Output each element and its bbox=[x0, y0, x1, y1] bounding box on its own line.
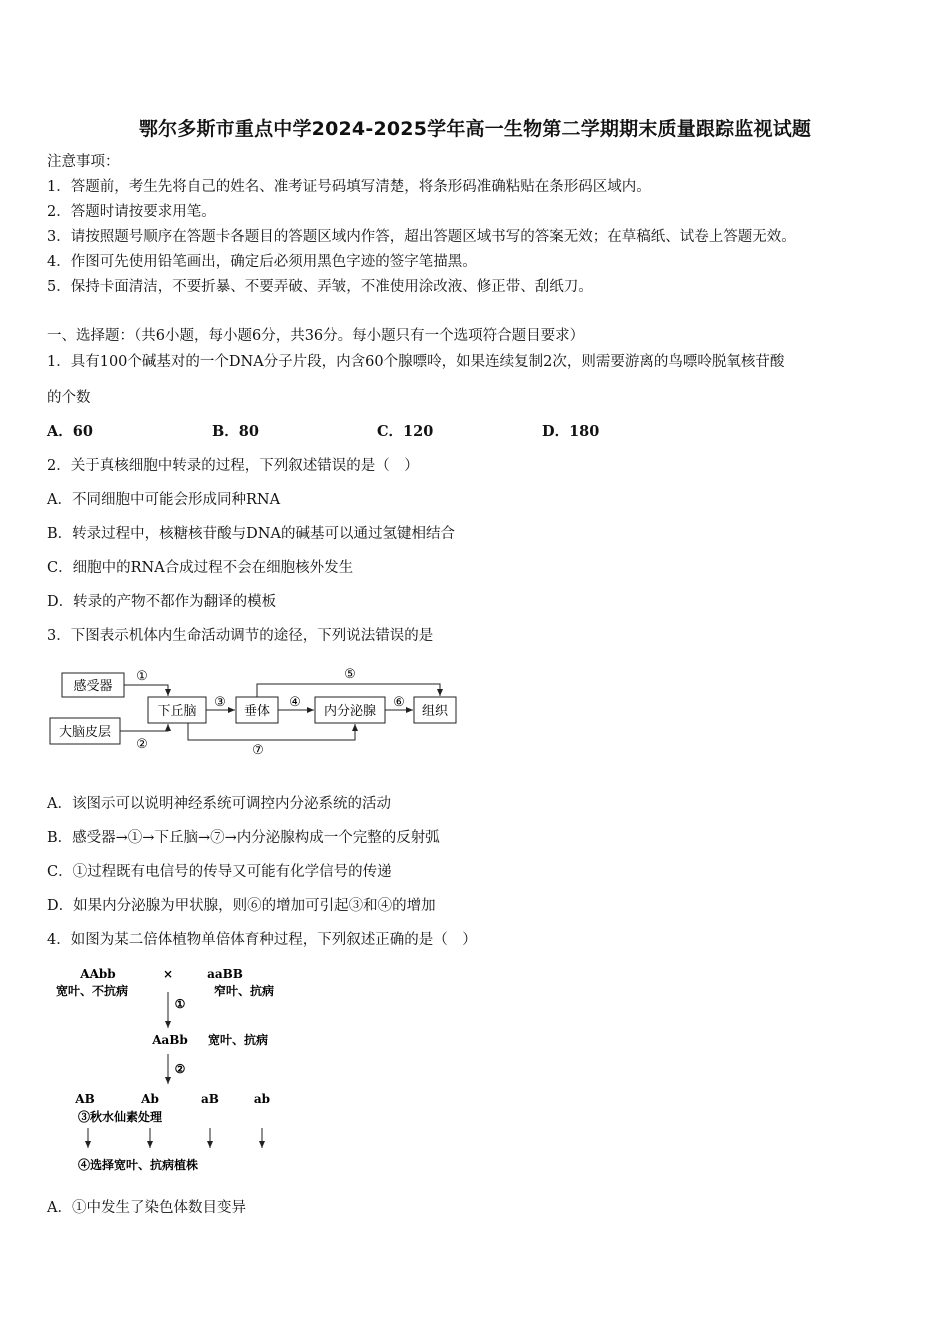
gamete-Ab: Ab bbox=[141, 1092, 159, 1106]
step-1-label: ① bbox=[174, 997, 186, 1011]
arrow-2 bbox=[120, 724, 168, 731]
label-5: ⑤ bbox=[344, 667, 356, 682]
q2-option-c[interactable]: C．细胞中的RNA合成过程不会在细胞核外发生 bbox=[47, 560, 354, 576]
box-hypothalamus-label: 下丘脑 bbox=[157, 704, 197, 719]
notice-item: 5．保持卡面清洁，不要折暴、不要弄破、弄皱，不准使用涂改液、修正带、刮纸刀。 bbox=[47, 279, 593, 295]
q2-option-d[interactable]: D．转录的产物不都作为翻译的模板 bbox=[47, 594, 277, 610]
box-pituitary bbox=[236, 697, 278, 723]
label-1: ① bbox=[136, 669, 148, 684]
notice-item: 2．答题时请按要求用笔。 bbox=[47, 204, 216, 220]
label-3: ③ bbox=[214, 695, 226, 710]
notice-item: 3．请按照题号顺序在答题卡各题目的答题区域内作答，超出答题区域书写的答案无效；在草稿纸、试卷上答题无效。 bbox=[47, 229, 796, 245]
section-heading: 一、选择题：（共6小题，每小题6分，共36分。每小题只有一个选项符合题目要求） bbox=[47, 328, 585, 344]
q3-option-d[interactable]: D．如果内分泌腺为甲状腺，则⑥的增加可引起③和④的增加 bbox=[47, 898, 436, 914]
q1-option-c[interactable]: C．120 bbox=[377, 423, 434, 440]
gamete-ab: ab bbox=[253, 1092, 271, 1106]
box-receptor bbox=[62, 673, 124, 697]
q1-option-b[interactable]: B．80 bbox=[212, 423, 259, 440]
q3-option-b[interactable]: B．感受器→①→下丘脑→⑦→内分泌腺构成一个完整的反射弧 bbox=[47, 830, 440, 846]
notice-item: 4．作图可先使用铅笔画出，确定后必须用黑色字迹的签字笔描黑。 bbox=[47, 254, 477, 270]
gamete-aB: aB bbox=[201, 1092, 219, 1106]
gamete-AB: AB bbox=[75, 1092, 95, 1106]
notice-heading: 注意事项： bbox=[47, 154, 120, 170]
q3-option-a[interactable]: A．该图示可以说明神经系统可调控内分泌系统的活动 bbox=[47, 796, 391, 812]
step-4-label: ④选择宽叶、抗病植株 bbox=[78, 1158, 199, 1172]
q2-option-b[interactable]: B．转录过程中，核糖核苷酸与DNA的碱基可以通过氢键相结合 bbox=[47, 526, 455, 542]
q3-option-c[interactable]: C．①过程既有电信号的传导又可能有化学信号的传递 bbox=[47, 864, 392, 880]
q2-stem: 2．关于真核细胞中转录的过程，下列叙述错误的是（ ） bbox=[47, 458, 419, 474]
q4-stem: 4．如图为某二倍体植物单倍体育种过程，下列叙述正确的是（ ） bbox=[47, 932, 477, 948]
label-7: ⑦ bbox=[252, 743, 264, 758]
f1-genotype: AaBb bbox=[152, 1033, 188, 1047]
box-tissue bbox=[414, 697, 456, 723]
arrow-5 bbox=[257, 684, 440, 697]
label-6: ⑥ bbox=[393, 695, 405, 710]
cross-symbol: × bbox=[162, 967, 174, 981]
box-tissue-label: 组织 bbox=[421, 704, 449, 719]
label-2: ② bbox=[136, 737, 148, 752]
f1-trait: 宽叶、抗病 bbox=[207, 1033, 269, 1047]
label-4: ④ bbox=[289, 695, 301, 710]
q1-stem-line1: 1．具有100个碱基对的一个DNA分子片段，内含60个腺嘌呤，如果连续复制2次，则需要游离的鸟嘌呤脱氧核苷酸 bbox=[47, 354, 785, 370]
parent2-genotype: aaBB bbox=[207, 967, 243, 981]
box-receptor-label: 感受器 bbox=[73, 679, 113, 694]
page-title: 鄂尔多斯市重点中学2024-2025学年高一生物第二学期期末质量跟踪监视试题 bbox=[138, 118, 812, 140]
box-hypothalamus bbox=[148, 697, 206, 723]
q1-option-a[interactable]: A．60 bbox=[47, 423, 93, 440]
arrow-1 bbox=[124, 685, 168, 696]
box-endocrine-gland-label: 内分泌腺 bbox=[323, 704, 377, 719]
notice-item: 1．答题前，考生先将自己的姓名、准考证号码填写清楚，将条形码准确粘贴在条形码区域内。 bbox=[47, 179, 651, 195]
q1-stem-line2: 的个数 bbox=[47, 390, 91, 406]
q4-option-a[interactable]: A．①中发生了染色体数目变异 bbox=[47, 1200, 246, 1216]
parent1-genotype: AAbb bbox=[80, 967, 116, 981]
q3-regulation-diagram bbox=[40, 660, 480, 760]
q3-stem: 3．下图表示机体内生命活动调节的途径，下列说法错误的是 bbox=[47, 628, 434, 644]
box-pituitary-label: 垂体 bbox=[243, 704, 271, 719]
q4-breeding-diagram bbox=[40, 962, 300, 1177]
q1-options bbox=[47, 422, 647, 442]
step-3-label: ③秋水仙素处理 bbox=[78, 1110, 163, 1124]
q1-option-d[interactable]: D．180 bbox=[542, 423, 600, 440]
box-cortex bbox=[50, 718, 120, 744]
box-endocrine-gland bbox=[315, 697, 385, 723]
parent2-trait: 窄叶、抗病 bbox=[213, 984, 275, 998]
parent1-trait: 宽叶、不抗病 bbox=[55, 984, 129, 998]
box-cortex-label: 大脑皮层 bbox=[58, 725, 112, 740]
step-2-label: ② bbox=[174, 1062, 186, 1076]
arrow-7 bbox=[188, 723, 355, 740]
q2-option-a[interactable]: A．不同细胞中可能会形成同种RNA bbox=[47, 492, 281, 508]
